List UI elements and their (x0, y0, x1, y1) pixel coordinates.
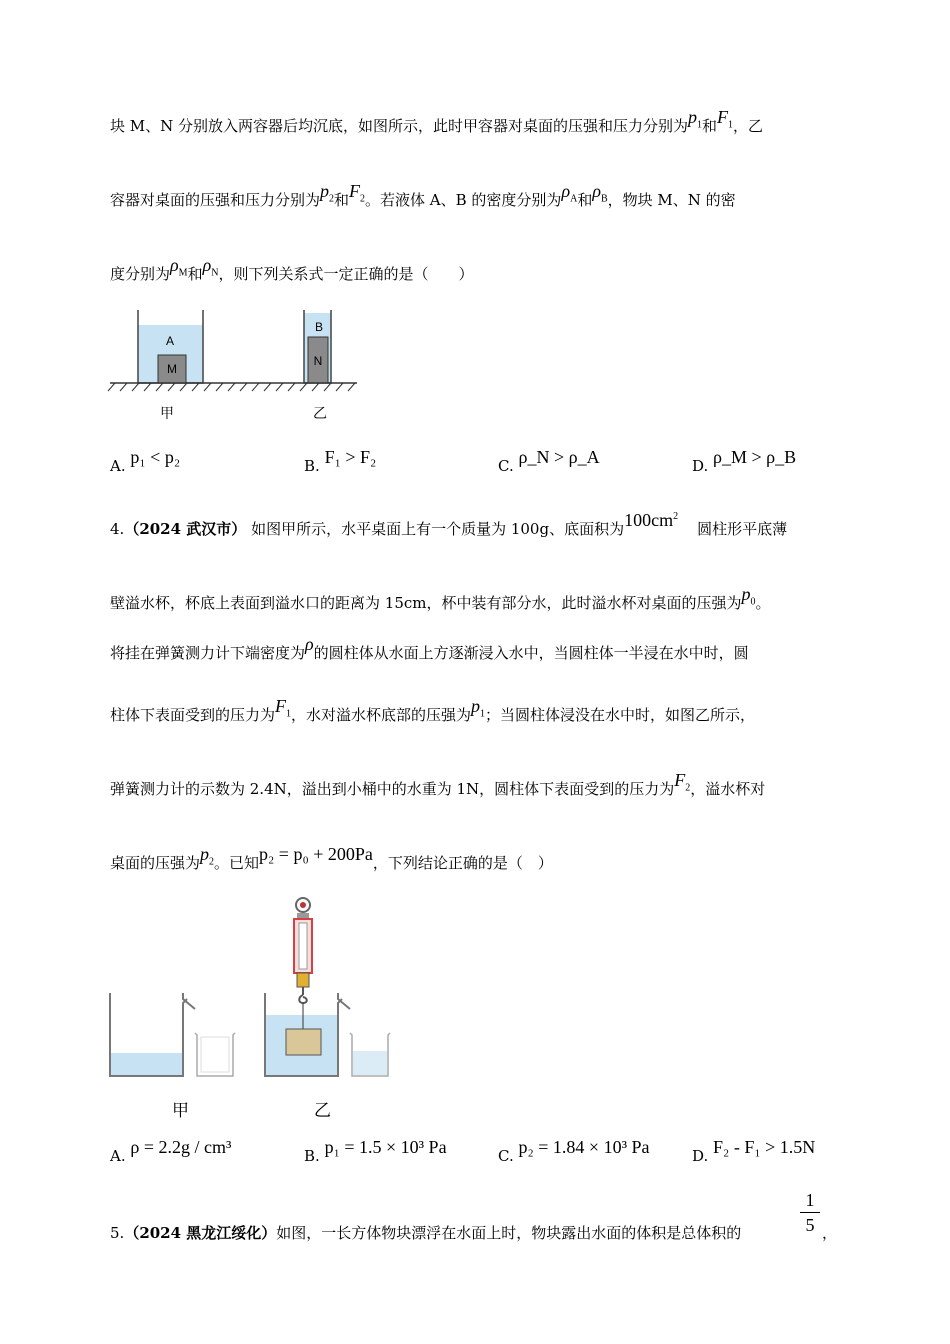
q4-rho: ρ (305, 634, 314, 654)
q3-label-n: N (313, 354, 323, 368)
q4-line-4: 柱体下表面受到的压力为$F_1$，水对溢水杯底部的压强为$p_1$；当圆柱体浸没在水中时，如图乙所示， (110, 696, 756, 724)
q4-p2: $p_2$ (200, 844, 215, 868)
q3-rhoB: $\rho_B$ (592, 181, 608, 205)
q4-line-3: 将挂在弹簧测力计下端密度为ρ的圆柱体从水面上方逐渐浸入水中，当圆柱体一半浸在水中时，圆 (110, 634, 749, 662)
q4-spout-yi (338, 993, 350, 1009)
q3-p1: $p_1$ (688, 107, 703, 131)
q3-caption-jia: 甲 (160, 406, 174, 422)
q4-caption-jia: 甲 (172, 1101, 189, 1121)
q5-fraction-bar (800, 1212, 820, 1213)
q4-F1: $F_1$ (275, 696, 292, 720)
q3-label-a: A (165, 334, 175, 348)
q3-p2: $p_2$ (320, 181, 335, 205)
q5-fraction: 1 5 (800, 1190, 820, 1235)
q5-number: 5. (110, 1224, 125, 1242)
q3-rhoM: $\rho_M$ (170, 255, 188, 279)
q5-post: ， (822, 1224, 838, 1242)
q4-beaker-yi-water (353, 1051, 387, 1075)
q4-line-5: 弹簧测力计的示数为 2.4N，溢出到小桶中的水重为 1N，圆柱体下表面受到的压力为$F_2$，溢水杯对 (110, 770, 766, 798)
q3-option-b[interactable]: B. F₁ > F₂ (304, 447, 377, 475)
q4-cylinder (286, 1029, 321, 1055)
q5-line-1: 5.（2024 黑龙江绥化）如图，一长方体物块漂浮在水面上时，物块露出水面的体积是总体积的 (110, 1224, 742, 1242)
q4-water-jia (111, 1053, 183, 1076)
q4-meter-hook (299, 995, 307, 1003)
q4-line-2: 壁溢水杯，杯底上表面到溢水口的距离为 15cm，杯中装有部分水，此时溢水杯对桌面的压强为$p_0$。 (110, 584, 771, 612)
q4-spout-jia (183, 993, 195, 1009)
q3-label-b: B (314, 320, 324, 334)
q4-number: 4. (110, 520, 125, 538)
q3-caption-yi: 乙 (313, 406, 327, 422)
q3-F2: $F_2$ (349, 181, 366, 205)
q3-line-3: 度分别为$\rho_M$和$\rho_N$，则下列关系式一定正确的是（ ） (110, 255, 474, 283)
q4-option-d[interactable]: D. F₂ - F₁ > 1.5N (692, 1137, 816, 1165)
q3-option-a[interactable]: A. p₁ < p₂ (110, 447, 181, 475)
q4-meter-hook-top (297, 973, 309, 987)
q3-option-c[interactable]: C. ρ_N > ρ_A (498, 447, 600, 475)
q4-source: （2024 武汉市） (124, 520, 247, 538)
q3-line-2: 容器对桌面的压强和压力分别为$p_2$和$F_2$。若液体 A、B 的密度分别为$\rho_A$和$\rho_B$，物块 M、N 的密 (110, 181, 736, 209)
q3-option-d[interactable]: D. ρ_M > ρ_B (692, 447, 797, 475)
q4-line-6: 桌面的压强为$p_2$。已知p₂ = p₀ + 200Pa，下列结论正确的是（ ） (110, 844, 553, 872)
q4-option-c[interactable]: C. p₂ = 1.84 × 10³ Pa (498, 1137, 650, 1165)
q4-area: $100cm^2$ (624, 510, 679, 530)
q4-meter-ring-inner (300, 902, 306, 908)
q4-line-1: 4.（2024 武汉市） 如图甲所示，水平桌面上有一个质量为 100g、底面积为$100cm^2$ 圆柱形平底薄 (110, 510, 788, 538)
q4-p0: $p_0$ (741, 584, 756, 608)
q4-F2: $F_2$ (674, 770, 691, 794)
q4-meter-scale (299, 923, 307, 969)
q3-line-1: 块 M、N 分别放入两容器后均沉底，如图所示，此时甲容器对桌面的压强和压力分别为$p_1$和$F_1$，乙 (110, 107, 764, 135)
q3-table-hatch (108, 383, 355, 391)
q4-option-a[interactable]: A. ρ = 2.2g / cm³ (110, 1137, 232, 1165)
q3-rhoA: $\rho_A$ (561, 181, 578, 205)
q4-p1: $p_1$ (471, 696, 486, 720)
q3-F1: $F_1$ (717, 107, 734, 131)
q3-rhoN: $\rho_N$ (202, 255, 219, 279)
q3-label-m: M (167, 362, 177, 376)
q5-source: （2024 黑龙江绥化） (124, 1224, 277, 1242)
q4-option-b[interactable]: B. p₁ = 1.5 × 10³ Pa (304, 1137, 447, 1165)
q4-figure (105, 893, 400, 1083)
q4-given: p₂ = p₀ + 200Pa (259, 844, 373, 864)
q4-caption-yi: 乙 (314, 1101, 331, 1121)
